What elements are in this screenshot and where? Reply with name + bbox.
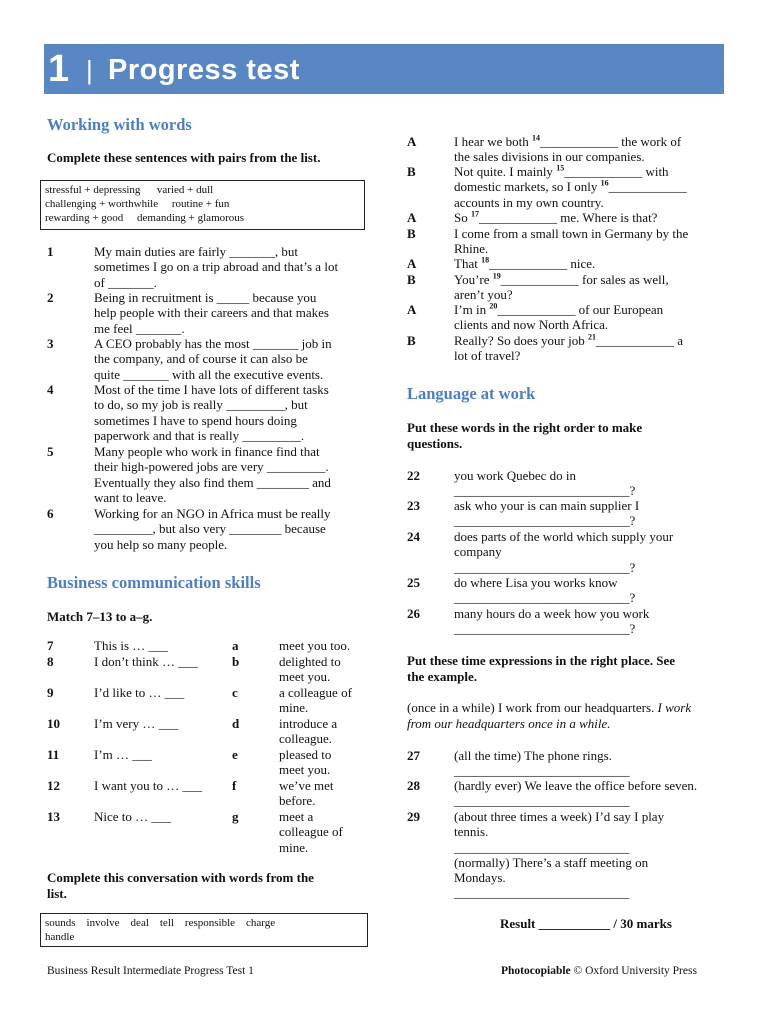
question-number: 2 [47, 290, 54, 305]
text-line: Most of the time I have lots of different tasks [94, 382, 329, 397]
question-number: 7 [47, 638, 54, 653]
gap-number: 20 [489, 301, 498, 311]
question-text [94, 654, 198, 669]
word-box-row: rewarding + good demanding + glamorous [45, 212, 245, 224]
question-text [94, 685, 184, 700]
text-line: ___________________________ [454, 763, 630, 779]
text-line: My main duties are fairly _______, but [94, 244, 298, 259]
question-text [454, 468, 635, 499]
question-number: e [232, 747, 238, 762]
word-box-conversation [40, 913, 368, 947]
text-line: Being in recruitment is _____ because you [94, 290, 317, 305]
gap-number: 16 [600, 178, 609, 188]
question-text [454, 575, 635, 606]
text-line: meet a [279, 809, 314, 824]
question-text [94, 778, 202, 793]
question-number: f [232, 778, 237, 793]
text-line: I’d like to … ___ [94, 685, 185, 700]
question-text [454, 210, 657, 225]
question-text [454, 256, 595, 271]
question-number: a [232, 638, 239, 653]
text-line: I’m very … ___ [94, 716, 179, 731]
question-text [454, 606, 649, 637]
question-number: 26 [407, 606, 420, 621]
question-number: 27 [407, 748, 420, 763]
question-number: c [232, 685, 238, 700]
question-number: A [407, 256, 417, 271]
gap-number: 21 [587, 332, 596, 342]
gap-number: 17 [470, 209, 479, 219]
question-number: 28 [407, 778, 420, 793]
word-box-pairs [40, 180, 365, 230]
question-number: 11 [47, 747, 60, 762]
text-line: I’m … ___ [94, 747, 152, 762]
footer-right [501, 965, 697, 977]
question-text [94, 747, 152, 762]
question-number: g [232, 809, 239, 824]
text-line: pleased to [279, 747, 332, 762]
question-text [454, 333, 683, 364]
text-line: meet you. [279, 762, 331, 778]
gap-number: 14 [531, 133, 540, 143]
text-line: you work Quebec do in [454, 468, 577, 483]
question-number: b [232, 654, 240, 669]
question-text [94, 809, 171, 824]
instruction-line: questions. [407, 435, 463, 451]
text-line: introduce a [279, 716, 338, 731]
question-number: 10 [47, 716, 60, 731]
text-line: So $^{17}$____________ me. Where is that? [454, 209, 658, 225]
text-line: of _______. [94, 274, 157, 290]
question-number: A [407, 302, 417, 317]
text-line: Many people who work in finance find that [94, 444, 320, 459]
text-line: I’m in $^{20}$____________ of our European [454, 301, 664, 317]
text-line: ___________________________? [454, 483, 636, 499]
question-number: 1 [47, 244, 54, 259]
question-number: 22 [407, 468, 420, 483]
text-line: I come from a small town in Germany by the [454, 226, 689, 241]
instruction-time [407, 653, 675, 684]
text-line: the company, and of course it can also be [94, 351, 308, 367]
text-line: lot of travel? [454, 348, 521, 364]
page-title: Progress test [108, 54, 300, 86]
text-line: ___________________________ [454, 793, 630, 809]
text-line: clients and now North Africa. [454, 317, 609, 333]
question-text [94, 290, 329, 336]
question-text [279, 809, 343, 855]
instruction-line: the example. [407, 668, 478, 684]
word-box-row: handle [45, 931, 75, 943]
text-line: want to leave. [94, 489, 167, 505]
question-number: 6 [47, 506, 54, 521]
question-text [94, 244, 338, 290]
text-line: paperwork and that is really _________. [94, 427, 305, 443]
text-line: delighted to [279, 654, 341, 669]
text-line: mine. [279, 700, 309, 716]
text-line: aren’t you? [454, 287, 513, 303]
question-text [454, 498, 639, 529]
question-number: B [407, 226, 416, 241]
word-box-row: stressful + depressing varied + dull [45, 184, 214, 196]
text-line: A CEO probably has the most _______ job in [94, 336, 332, 351]
text-line: sometimes I go on a trip abroad and that’s a lot [94, 259, 339, 275]
instruction-line: list. [47, 885, 67, 901]
text-line: many hours do a week how you work [454, 606, 650, 621]
question-text [94, 336, 332, 382]
question-number: 23 [407, 498, 420, 513]
question-text [94, 444, 331, 505]
question-text [279, 778, 334, 809]
question-text [454, 809, 664, 901]
instruction-order [407, 420, 642, 451]
question-number: 5 [47, 444, 54, 459]
question-number: d [232, 716, 240, 731]
text-line: a colleague of [279, 685, 352, 700]
question-text [454, 134, 681, 165]
question-text [279, 654, 341, 685]
word-box-row: sounds involve deal tell responsible charge [45, 917, 276, 929]
question-number: 24 [407, 529, 420, 544]
text-line: accounts in my own country. [454, 194, 604, 210]
text-line: Mondays. [454, 870, 506, 886]
text-line: Working for an NGO in Africa must be really [94, 506, 331, 521]
section-heading-communication: Business communication skills [47, 573, 261, 592]
instruction-conversation [47, 870, 314, 901]
question-text [279, 685, 352, 716]
question-text [454, 302, 663, 333]
text-line: This is … ___ [94, 638, 169, 653]
section-heading-words: Working with words [47, 115, 192, 134]
footer-photocopiable: Photocopiable [501, 965, 571, 977]
instruction-line: Complete this conversation with words from the [47, 870, 314, 885]
question-number: 9 [47, 685, 54, 700]
text-line: help people with their careers and that makes [94, 305, 329, 321]
question-text [454, 529, 673, 575]
text-line: (normally) There’s a staff meeting on [454, 854, 649, 870]
question-number: 3 [47, 336, 54, 351]
text-line: I don’t think … ___ [94, 654, 198, 669]
gap-number: 15 [556, 163, 565, 173]
text-line: we’ve met [279, 778, 334, 793]
instruction-line: Put these words in the right order to make [407, 420, 643, 435]
question-text [279, 638, 350, 653]
text-line: ___________________________? [454, 513, 636, 529]
text-line: meet you. [279, 669, 331, 685]
question-number: 25 [407, 575, 420, 590]
question-number: 12 [47, 778, 60, 793]
text-line: colleague. [279, 731, 333, 747]
question-text [94, 382, 329, 443]
text-line: You’re $^{19}$____________ for sales as well, [454, 271, 669, 287]
question-number: B [407, 164, 416, 179]
text-line: mine. [279, 839, 309, 855]
text-line: sometimes I have to spend hours doing [94, 412, 297, 428]
text-line: to do, so my job is really _________, but [94, 397, 308, 413]
question-text [454, 164, 687, 210]
footer-left: Business Result Intermediate Progress Test 1 [47, 965, 254, 977]
text-line: tennis. [454, 824, 489, 840]
question-number: 4 [47, 382, 54, 397]
text-line: you help so many people. [94, 536, 228, 552]
question-number: A [407, 134, 417, 149]
text-line: me feel _______. [94, 320, 185, 336]
question-text [454, 226, 688, 257]
text-line: (all the time) The phone rings. [454, 748, 612, 763]
question-text [279, 716, 337, 747]
example-sentence [407, 700, 737, 731]
question-text [454, 272, 669, 303]
text-line: ask who your is can main supplier I [454, 498, 640, 513]
gap-number: 19 [492, 271, 501, 281]
text-line: domestic markets, so I only $^{16}$____________ [454, 178, 687, 195]
text-line: the sales divisions in our companies. [454, 149, 645, 165]
question-text [94, 716, 178, 731]
test-number: 1 [48, 48, 70, 90]
example-answer: I work [657, 700, 692, 715]
question-number: B [407, 333, 416, 348]
question-text [94, 638, 168, 653]
question-text [454, 778, 697, 809]
text-line: I hear we both $^{14}$____________ the work of [454, 133, 682, 149]
title-banner [44, 44, 724, 94]
question-text [279, 747, 331, 778]
text-line: _________, but also very ________ because [94, 521, 326, 537]
text-line: (hardly ever) We leave the office before seven. [454, 778, 698, 793]
text-line: That $^{18}$____________ nice. [454, 255, 596, 271]
instruction-match: Match 7–13 to a–g. [47, 609, 153, 624]
text-line: (about three times a week) I’d say I play [454, 809, 665, 824]
text-line: ___________________________? [454, 559, 636, 575]
example-answer: from our headquarters once in a while. [407, 715, 611, 731]
section-heading-language: Language at work [407, 384, 536, 403]
question-number: 8 [47, 654, 54, 669]
footer-copyright: © Oxford University Press [570, 965, 697, 977]
text-line: company [454, 544, 502, 560]
text-line: Nice to … ___ [94, 809, 171, 824]
text-line: before. [279, 793, 316, 809]
text-line: ___________________________? [454, 590, 636, 606]
text-line: ___________________________ [454, 839, 630, 855]
text-line: Not quite. I mainly $^{15}$____________ with [454, 163, 669, 179]
text-line: I want you to … ___ [94, 778, 202, 793]
text-line: quite _______ with all the executive events. [94, 366, 324, 382]
text-line: does parts of the world which supply your [454, 529, 674, 544]
text-line: Rhine. [454, 241, 489, 257]
text-line: ___________________________ [454, 885, 630, 901]
text-line: do where Lisa you works know [454, 575, 618, 590]
question-number: B [407, 272, 416, 287]
instruction-line: Put these time expressions in the right place. See [407, 653, 676, 668]
instruction-words: Complete these sentences with pairs from the list. [47, 150, 321, 165]
question-text [454, 748, 630, 779]
title-separator: | [86, 55, 93, 85]
result-score: Result ___________ / 30 marks [500, 916, 672, 931]
question-number: A [407, 210, 417, 225]
question-number: 13 [47, 809, 60, 824]
text-line: meet you too. [279, 638, 351, 653]
text-line: Really? So does your job $^{21}$____________ a [454, 332, 683, 348]
text-line: ___________________________? [454, 621, 636, 637]
word-box-row: challenging + worthwhile routine + fun [45, 198, 230, 210]
text-line: their high-powered jobs are very _________. [94, 459, 329, 475]
example-plain: (once in a while) I work from our headquarters. [407, 700, 655, 715]
gap-number: 18 [481, 255, 490, 265]
text-line: Eventually they also find them ________ and [94, 474, 331, 490]
question-text [94, 506, 331, 552]
text-line: colleague of [279, 824, 343, 840]
question-number: 29 [407, 809, 420, 824]
